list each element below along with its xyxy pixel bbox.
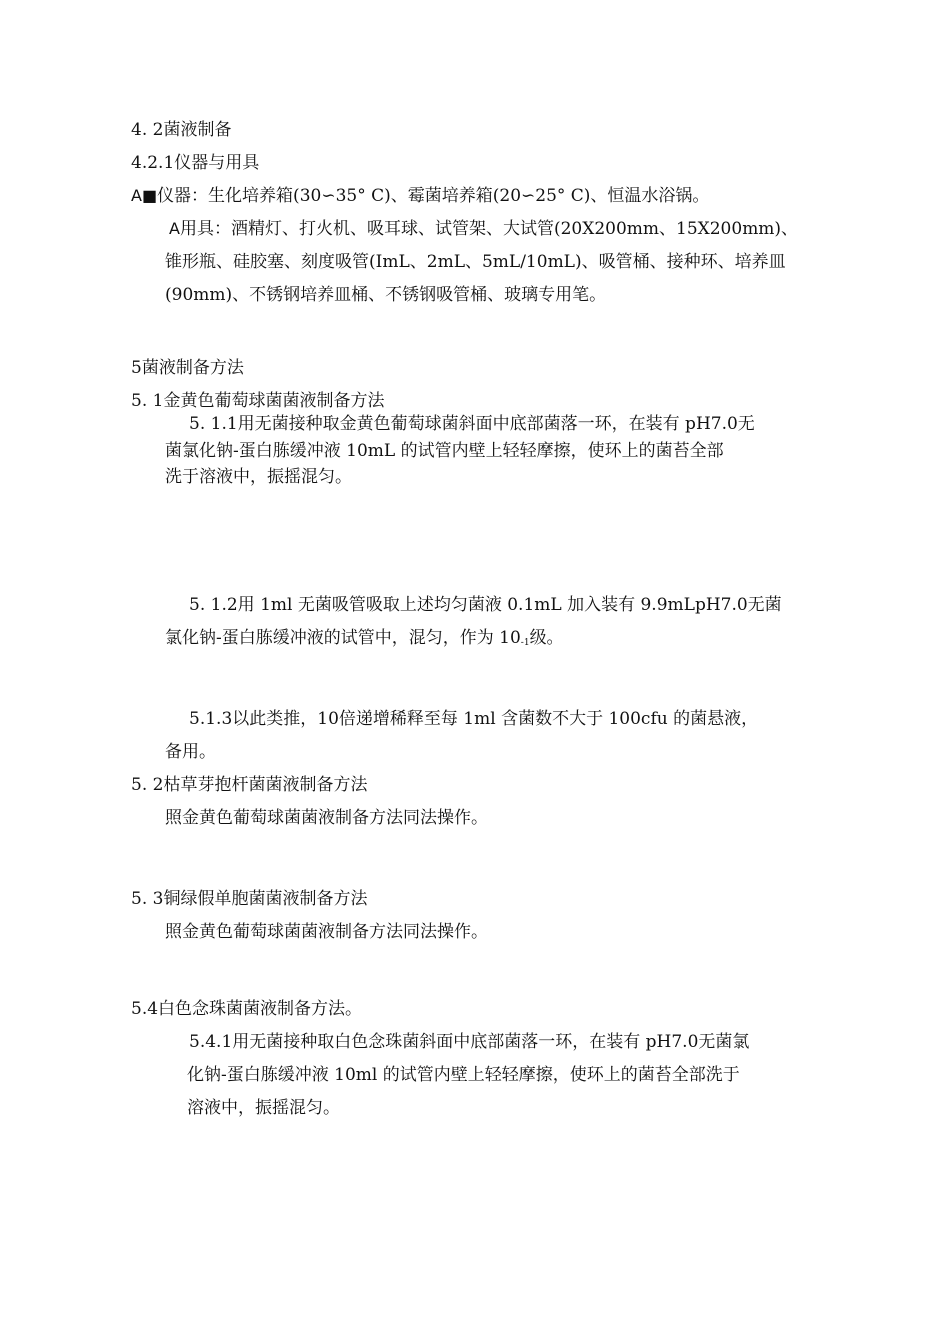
paragraph-5-1-2-text: 氯化钠-蛋白胨缓冲液的试管中，混匀，作为 10 <box>165 628 521 648</box>
section-heading-4-2: 4. 2菌液制备 <box>131 120 232 140</box>
paragraph-5-1-3-line-1: 5.1.3以此类推，10倍递增稀释至每 1ml 含菌数不大于 100cfu 的菌悬液， <box>189 709 759 729</box>
section-heading-5-1: 5. 1金黄色葡萄球菌菌液制备方法 <box>131 391 385 411</box>
paragraph-5-1-2-line-1: 5. 1.2用 1ml 无菌吸管吸取上述均匀菌液 0.1mL 加入装有 9.9mLpH7.0无菌 <box>189 595 782 615</box>
instruments-line <box>131 185 709 207</box>
section-heading-5-4: 5.4白色念珠菌菌液制备方法。 <box>131 999 363 1019</box>
tools-line-3: (90mm)、不锈钢培养皿桶、不锈钢吸管桶、玻璃专用笔。 <box>165 285 607 305</box>
paragraph-5-4-1-line-1: 5.4.1用无菌接种取白色念珠菌斜面中底部菌落一环，在装有 pH7.0无菌氯 <box>189 1032 750 1052</box>
exponent: -1 <box>520 638 530 648</box>
section-heading-5-3: 5. 3铜绿假单胞菌菌液制备方法 <box>131 889 368 909</box>
paragraph-5-1-3-line-2: 备用。 <box>165 742 216 762</box>
section-heading-5: 5菌液制备方法 <box>131 358 244 378</box>
section-heading-4-2-1: 4.2.1仪器与用具 <box>131 153 260 173</box>
paragraph-5-2: 照金黄色葡萄球菌菌液制备方法同法操作。 <box>165 808 488 828</box>
paragraph-5-4-1-line-2: 化钠-蛋白胨缓冲液 10ml 的试管内壁上轻轻摩擦，使环上的菌苔全部洗于 <box>187 1065 740 1085</box>
paragraph-5-4-1-line-3: 溶液中，振摇混匀。 <box>187 1098 340 1118</box>
tools-line-1 <box>169 218 798 240</box>
paragraph-5-1-2-tail: 级。 <box>529 628 564 648</box>
bullet-marker: A■ <box>131 186 158 205</box>
paragraph-5-1-1-line-3: 洗于溶液中，振摇混匀。 <box>165 467 352 487</box>
tools-line-2: 锥形瓶、硅胶塞、刻度吸管(ImL、2mL、5mL/10mL)、吸管桶、接种环、培养皿 <box>165 252 786 272</box>
instruments-text: 仪器：生化培养箱(30∽35° C)、霉菌培养箱(20∽25° C)、恒温水浴锅。 <box>157 186 710 206</box>
tools-text: 用具：酒精灯、打火机、吸耳球、试管架、大试管(20X200mm、15X200mm)、 <box>179 219 799 239</box>
paragraph-5-1-1-line-1: 5. 1.1用无菌接种取金黄色葡萄球菌斜面中底部菌落一环，在装有 pH7.0无 <box>189 414 755 434</box>
paragraph-5-1-2-line-2 <box>165 627 564 654</box>
bullet-marker: A <box>169 219 180 238</box>
section-heading-5-2: 5. 2枯草芽抱杆菌菌液制备方法 <box>131 775 368 795</box>
paragraph-5-3: 照金黄色葡萄球菌菌液制备方法同法操作。 <box>165 922 488 942</box>
paragraph-5-1-1-line-2: 菌氯化钠-蛋白胨缓冲液 10mL 的试管内壁上轻轻摩擦，使环上的菌苔全部 <box>165 441 724 461</box>
